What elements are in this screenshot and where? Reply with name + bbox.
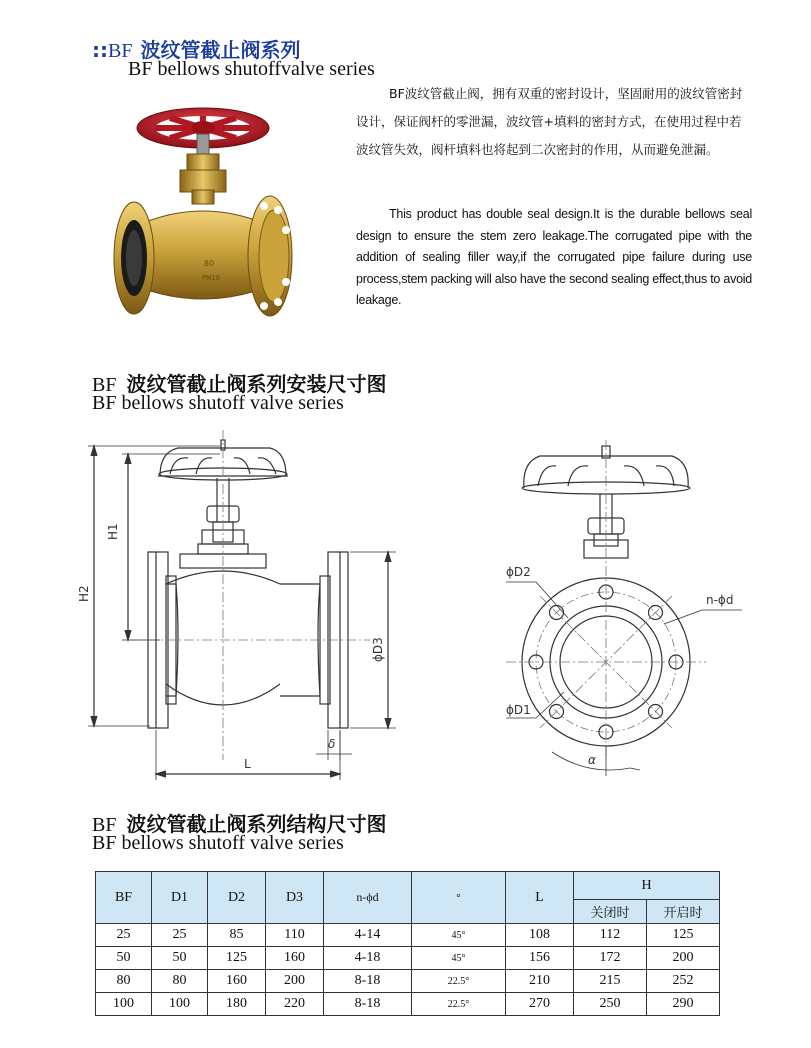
cell-h-open: 125 (647, 924, 720, 947)
spec-table (95, 871, 720, 1016)
header-h: H (574, 872, 720, 900)
intro-text-en: This product has double seal design.It is the durable bellows seal design to ensure the stem zero leakage.The corrugated pipe with the addition of sealing filler way,if the corrugated pipe failure during use process,stem packing will also have the second sealing effect,thus to avoid leakage. (356, 207, 752, 307)
cell-d2: 180 (208, 993, 266, 1016)
install-title-cn: 波纹管截止阀系列安装尺寸图 (126, 372, 387, 396)
structure-title-cn: 波纹管截止阀系列结构尺寸图 (126, 812, 387, 836)
cell-angle: 45° (412, 924, 506, 947)
cell-bf: 80 (96, 970, 152, 993)
structure-title-code: BF (92, 814, 117, 836)
header-h-closed: 关闭时 (574, 900, 647, 924)
label-nd: n-ϕd (706, 593, 734, 607)
cell-h-open: 252 (647, 970, 720, 993)
cell-h-closed: 112 (574, 924, 647, 947)
cell-d2: 85 (208, 924, 266, 947)
header-h-open: 开启时 (647, 900, 720, 924)
label-alpha: α (588, 753, 596, 767)
cell-d1: 50 (152, 947, 208, 970)
header-d2: D2 (208, 872, 266, 924)
title-code: BF (108, 40, 133, 62)
cell-d3: 160 (266, 947, 324, 970)
valve-photo (108, 100, 328, 340)
label-h1-text: H1 (106, 523, 120, 540)
valve-marking-size: 80 (203, 259, 215, 268)
table-row (96, 993, 720, 1016)
header-d1: D1 (152, 872, 208, 924)
label-h2: H2 (77, 585, 91, 602)
label-d3: ϕD3 (371, 637, 385, 662)
cell-d3: 110 (266, 924, 324, 947)
cell-bf: 25 (96, 924, 152, 947)
intro-text-cn: BF波纹管截止阀，拥有双重的密封设计，坚固耐用的波纹管密封设计，保证阀杆的零泄漏，波纹管+填料的密封方式，在使用过程中若波纹管失效，阀杆填料也将起到二次密封的作用，从而避免泄漏。 (356, 86, 743, 157)
header-nd: n-ϕd (324, 872, 412, 924)
cell-l: 108 (506, 924, 574, 947)
cell-l: 210 (506, 970, 574, 993)
install-section-subtitle: BF bellows shutoff valve series (92, 392, 344, 414)
cell-l: 156 (506, 947, 574, 970)
side-view-drawing (70, 430, 430, 790)
cell-nd: 8-18 (324, 993, 412, 1016)
cell-bf: 100 (96, 993, 152, 1016)
cell-nd: 4-14 (324, 924, 412, 947)
install-title-code: BF (92, 374, 117, 396)
header-d3: D3 (266, 872, 324, 924)
cell-d3: 220 (266, 993, 324, 1016)
cell-d1: 80 (152, 970, 208, 993)
label-d2: ϕD2 (506, 565, 531, 579)
cell-d2: 160 (208, 970, 266, 993)
cell-d1: 25 (152, 924, 208, 947)
cell-d1: 100 (152, 993, 208, 1016)
cell-angle: 45° (412, 947, 506, 970)
cell-bf: 50 (96, 947, 152, 970)
header-angle: ° (412, 872, 506, 924)
valve-marking-pressure: PN16 (201, 274, 221, 282)
label-d1: ϕD1 (506, 703, 531, 717)
page-subtitle: BF bellows shutoffvalve series (128, 58, 375, 80)
header-bf: BF (96, 872, 152, 924)
table-row (96, 947, 720, 970)
cell-angle: 22.5° (412, 970, 506, 993)
cell-h-closed: 250 (574, 993, 647, 1016)
cell-angle: 22.5° (412, 993, 506, 1016)
cell-d2: 125 (208, 947, 266, 970)
table-row (96, 924, 720, 947)
cell-d3: 200 (266, 970, 324, 993)
title-prefix: :: (92, 38, 108, 62)
header-l: L (506, 872, 574, 924)
structure-section-subtitle: BF bellows shutoff valve series (92, 832, 344, 854)
cell-h-open: 290 (647, 993, 720, 1016)
table-row (96, 970, 720, 993)
title-cn: 波纹管截止阀系列 (140, 38, 301, 62)
front-view-drawing (496, 440, 756, 780)
cell-h-closed: 172 (574, 947, 647, 970)
cell-nd: 8-18 (324, 970, 412, 993)
cell-h-closed: 215 (574, 970, 647, 993)
cell-h-open: 200 (647, 947, 720, 970)
label-delta: δ (328, 737, 336, 751)
cell-nd: 4-18 (324, 947, 412, 970)
cell-l: 270 (506, 993, 574, 1016)
label-l: L (244, 757, 251, 771)
